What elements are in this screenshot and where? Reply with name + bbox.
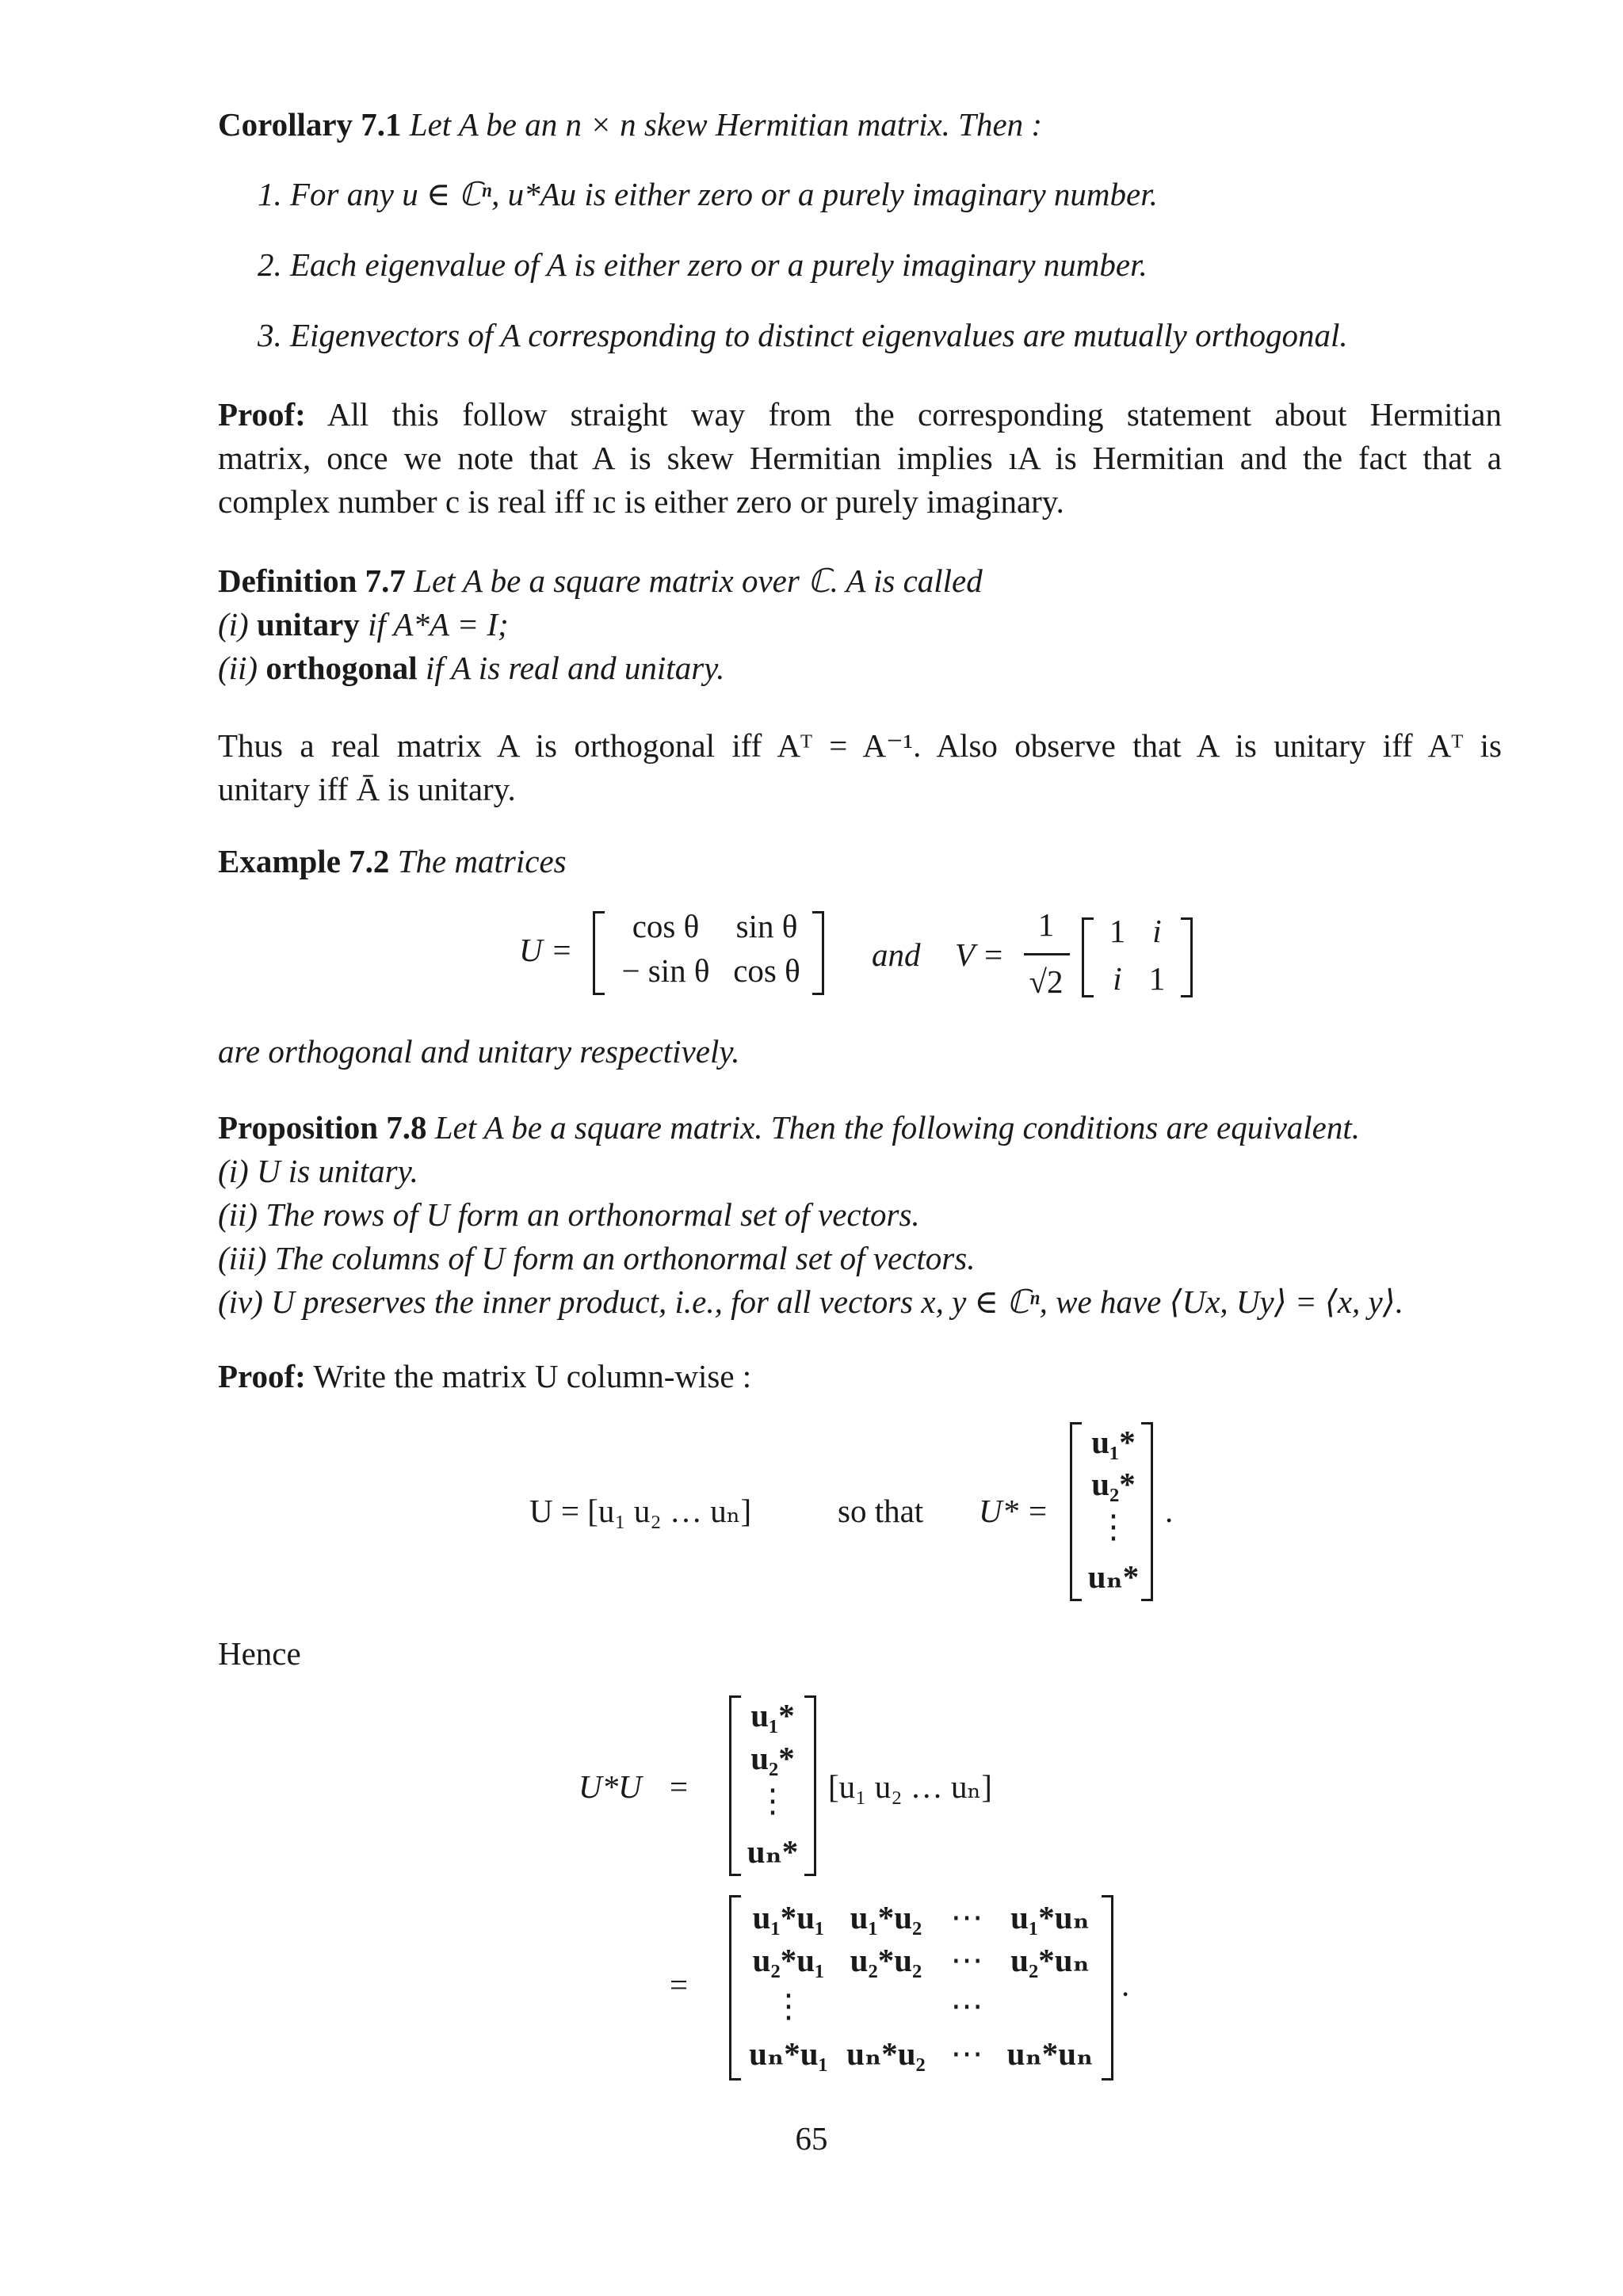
- col-vector-entry-2: u₂*: [1091, 1466, 1136, 1502]
- eq2-equals-2: =: [670, 1966, 689, 2003]
- proof-line-1: [218, 393, 1502, 437]
- proof2-heading: [218, 1355, 1502, 1398]
- proposition-label: Proposition 7.8: [218, 1109, 427, 1146]
- product-cell-14: u₁*uₙ: [1010, 1899, 1090, 1936]
- hence-text: Hence: [218, 1635, 301, 1672]
- proof-line-2: matrix, once we note that A is skew Hermitian implies ıA is Hermitian and the fact that a: [218, 440, 1502, 476]
- u-matrix-right-bracket: [812, 911, 824, 995]
- eq2-col-entry-dots: ⋮: [756, 1783, 789, 1819]
- u-matrix-cell-22: cos θ: [733, 952, 800, 989]
- product-cell-24: u₂*uₙ: [1010, 1942, 1090, 1978]
- v-matrix-cell-12: i: [1152, 913, 1162, 949]
- product-cell-13: ⋯: [950, 1899, 983, 1936]
- proof2-label: Proof:: [218, 1358, 306, 1394]
- example-after-text: are orthogonal and unitary respectively.: [218, 1033, 740, 1070]
- corollary-label: Corollary 7.1: [218, 106, 402, 143]
- eq1-so-that: so that: [838, 1493, 924, 1529]
- proof-line-3: complex number c is real iff ıc is either zero or purely imaginary.: [218, 483, 1064, 520]
- example-statement: The matrices: [397, 843, 567, 879]
- u-matrix-left-bracket: [593, 911, 605, 995]
- proposition-block: [218, 1106, 1502, 1324]
- eq1-ustar-lhs: U* =: [979, 1493, 1049, 1529]
- eq2-col-left-bracket: [729, 1695, 741, 1876]
- eq2-col-entry-1: u₁*: [750, 1697, 795, 1733]
- col-vector-entry-n: uₙ*: [1087, 1558, 1140, 1595]
- proposition-statement: Let A be a square matrix. Then the following conditions are equivalent.: [434, 1109, 1361, 1146]
- v-frac-bar: [1024, 953, 1070, 955]
- definition-term-orthogonal: orthogonal: [265, 650, 418, 686]
- proposition-item-2: (ii) The rows of U form an orthonormal set of vectors.: [218, 1196, 920, 1233]
- eq2-period: .: [1121, 1966, 1130, 2003]
- corollary-item-1: 1. For any u ∈ ℂⁿ, u*Au is either zero or a purely imaginary number.: [258, 176, 1158, 212]
- v-frac-denominator: √2: [1029, 963, 1064, 1000]
- remark-line-2: unitary iff Ā is unitary.: [218, 771, 516, 807]
- v-matrix-cell-21: i: [1113, 960, 1122, 997]
- col-vector-left-bracket: [1070, 1422, 1082, 1601]
- definition-statement: Let A be a square matrix over ℂ. A is called: [414, 563, 983, 599]
- eq1-period: .: [1165, 1493, 1174, 1529]
- u-matrix-cell-11: cos θ: [632, 908, 700, 944]
- eq2-row-vector: [u₁ u₂ … uₙ]: [828, 1768, 992, 1805]
- eq2-equals-1: =: [670, 1768, 689, 1805]
- example-label: Example 7.2: [218, 843, 390, 879]
- definition-label: Definition 7.7: [218, 563, 406, 599]
- product-cell-22: u₂*u₂: [850, 1942, 922, 1978]
- eq2-col-right-bracket: [804, 1695, 816, 1876]
- product-cell-31: ⋮: [772, 1988, 805, 2024]
- v-matrix-cell-11: 1: [1109, 913, 1126, 949]
- product-left-bracket: [729, 1895, 741, 2081]
- proposition-item-1: (i) U is unitary.: [218, 1153, 418, 1189]
- v-frac-numerator: 1: [1037, 906, 1055, 943]
- v-matrix-lhs: V =: [955, 936, 1005, 973]
- remark-paragraph: [218, 724, 1502, 811]
- product-cell-33: ⋯: [950, 1988, 983, 2024]
- u-matrix-cell-21: − sin θ: [621, 952, 710, 989]
- corollary-item-3: 3. Eigenvectors of A corresponding to distinct eigenvalues are mutually orthogonal.: [258, 317, 1348, 353]
- v-matrix-left-bracket: [1082, 917, 1094, 997]
- eq1-lhs: U = [u₁ u₂ … uₙ]: [529, 1493, 752, 1529]
- v-matrix-right-bracket: [1181, 917, 1193, 997]
- eq2-col-entry-n: uₙ*: [747, 1833, 799, 1870]
- product-cell-42: uₙ*u₂: [846, 2035, 926, 2072]
- definition-item-2-rest: if A is real and unitary.: [425, 650, 725, 686]
- definition-item-2-prefix: (ii): [218, 650, 258, 686]
- product-cell-41: uₙ*u₁: [749, 2035, 828, 2072]
- proof-paragraph-1: [218, 393, 1502, 524]
- eq2-col-entry-2: u₂*: [750, 1740, 795, 1776]
- corollary-statement: Let A be an n × n skew Hermitian matrix. Then :: [409, 106, 1043, 143]
- corollary-heading: [218, 103, 1502, 147]
- product-cell-21: u₂*u₁: [752, 1942, 825, 1978]
- definition-item-1-prefix: (i): [218, 606, 249, 643]
- u-matrix-cell-12: sin θ: [735, 908, 798, 944]
- remark-line-1: Thus a real matrix A is orthogonal iff Aᵀ = A⁻¹. Also observe that A is unitary iff Aᵀ is: [218, 727, 1502, 764]
- product-cell-12: u₁*u₂: [850, 1899, 922, 1936]
- proof-label: Proof:: [218, 396, 306, 433]
- example-and: and: [872, 936, 921, 973]
- product-cell-43: ⋯: [950, 2035, 983, 2072]
- u-matrix-lhs: U =: [519, 932, 573, 968]
- product-cell-23: ⋯: [950, 1942, 983, 1978]
- example-heading: [218, 840, 1502, 883]
- v-matrix-cell-22: 1: [1148, 960, 1166, 997]
- col-vector-entry-dots: ⋮: [1097, 1508, 1130, 1545]
- proposition-item-3: (iii) The columns of U form an orthonormal set of vectors.: [218, 1240, 976, 1276]
- product-cell-44: uₙ*uₙ: [1006, 2035, 1094, 2072]
- definition-term-unitary: unitary: [256, 606, 360, 643]
- product-right-bracket: [1102, 1895, 1113, 2081]
- product-cell-11: u₁*u₁: [752, 1899, 825, 1936]
- page-number: 65: [795, 2120, 828, 2157]
- proof-text-1: All this follow straight way from the corresponding statement about Hermitian: [327, 396, 1502, 433]
- col-vector-right-bracket: [1141, 1422, 1153, 1601]
- corollary-item-2: 2. Each eigenvalue of A is either zero or a purely imaginary number.: [258, 246, 1148, 283]
- col-vector-entry-1: u₁*: [1091, 1424, 1136, 1460]
- definition-item-1-rest: if A*A = I;: [368, 606, 509, 643]
- proof2-text: Write the matrix U column-wise :: [313, 1358, 752, 1394]
- eq2-lhs: U*U: [579, 1768, 642, 1805]
- proposition-item-4: (iv) U preserves the inner product, i.e., for all vectors x, y ∈ ℂⁿ, we have ⟨Ux, Uy⟩ = ⟨x, y⟩.: [218, 1283, 1403, 1320]
- definition-block: [218, 559, 1502, 690]
